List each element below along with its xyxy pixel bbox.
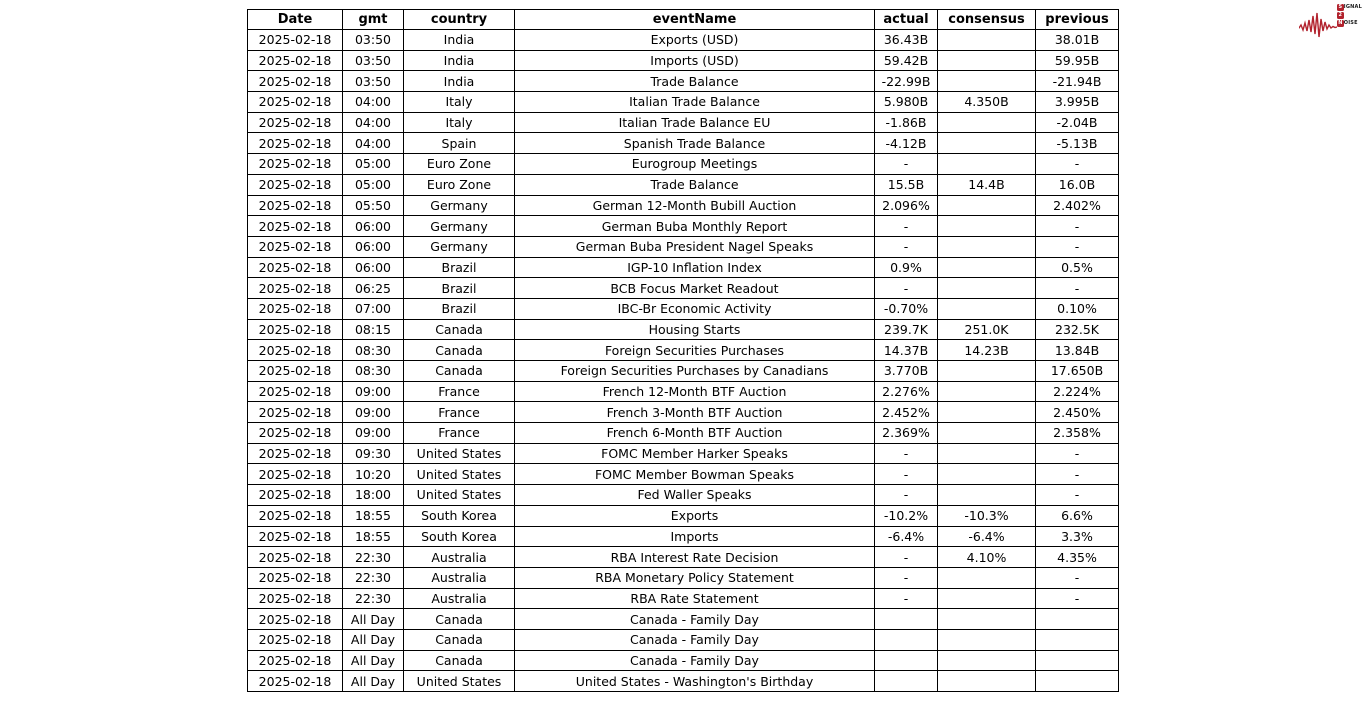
cell-eventname: Fed Waller Speaks (515, 485, 875, 506)
cell-actual: -10.2% (875, 505, 938, 526)
cell-date: 2025-02-18 (248, 402, 343, 423)
cell-gmt: 06:00 (343, 257, 404, 278)
table-row (248, 567, 1119, 588)
cell-consensus (938, 402, 1036, 423)
cell-eventname: French 3-Month BTF Auction (515, 402, 875, 423)
cell-date: 2025-02-18 (248, 505, 343, 526)
cell-eventname: Italian Trade Balance EU (515, 112, 875, 133)
cell-eventname: FOMC Member Bowman Speaks (515, 464, 875, 485)
cell-previous: - (1036, 216, 1119, 237)
cell-actual (875, 671, 938, 692)
cell-consensus: 4.350B (938, 92, 1036, 113)
cell-country: Germany (404, 195, 515, 216)
cell-country: Euro Zone (404, 174, 515, 195)
cell-country: Germany (404, 216, 515, 237)
table-row (248, 588, 1119, 609)
cell-gmt: All Day (343, 671, 404, 692)
cell-gmt: 09:30 (343, 443, 404, 464)
table-row (248, 257, 1119, 278)
cell-country: Canada (404, 361, 515, 382)
cell-actual (875, 629, 938, 650)
cell-consensus (938, 195, 1036, 216)
cell-actual: - (875, 464, 938, 485)
cell-consensus (938, 609, 1036, 630)
cell-date: 2025-02-18 (248, 154, 343, 175)
cell-country: France (404, 423, 515, 444)
cell-gmt: 04:00 (343, 112, 404, 133)
cell-actual: 59.42B (875, 50, 938, 71)
logo-letter-n: N (1338, 20, 1343, 26)
cell-eventname: FOMC Member Harker Speaks (515, 443, 875, 464)
cell-eventname: Foreign Securities Purchases by Canadians (515, 361, 875, 382)
cell-date: 2025-02-18 (248, 650, 343, 671)
cell-previous: 2.224% (1036, 381, 1119, 402)
cell-actual: 15.5B (875, 174, 938, 195)
cell-eventname: Canada - Family Day (515, 629, 875, 650)
cell-country: Australia (404, 567, 515, 588)
cell-consensus (938, 50, 1036, 71)
cell-country: Canada (404, 650, 515, 671)
cell-consensus: 14.23B (938, 340, 1036, 361)
cell-actual (875, 650, 938, 671)
table-row (248, 505, 1119, 526)
cell-actual: - (875, 567, 938, 588)
cell-country: South Korea (404, 505, 515, 526)
cell-previous: 0.5% (1036, 257, 1119, 278)
table-row (248, 298, 1119, 319)
cell-eventname: German Buba President Nagel Speaks (515, 236, 875, 257)
cell-actual: 2.369% (875, 423, 938, 444)
cell-date: 2025-02-18 (248, 526, 343, 547)
table-row (248, 340, 1119, 361)
cell-country: Brazil (404, 298, 515, 319)
cell-previous: 2.358% (1036, 423, 1119, 444)
signal-waveform-icon (1299, 10, 1337, 38)
cell-previous: - (1036, 588, 1119, 609)
cell-actual: 2.452% (875, 402, 938, 423)
cell-actual: -6.4% (875, 526, 938, 547)
column-header-gmt: gmt (343, 10, 404, 30)
table-row (248, 195, 1119, 216)
table-row (248, 609, 1119, 630)
cell-date: 2025-02-18 (248, 236, 343, 257)
logo-line-2 (1337, 12, 1344, 19)
cell-eventname: Canada - Family Day (515, 650, 875, 671)
cell-consensus (938, 154, 1036, 175)
cell-eventname: Italian Trade Balance (515, 92, 875, 113)
cell-country: Canada (404, 609, 515, 630)
cell-consensus (938, 650, 1036, 671)
column-header-previous: previous (1036, 10, 1119, 30)
table-row (248, 92, 1119, 113)
cell-eventname: BCB Focus Market Readout (515, 278, 875, 299)
cell-gmt: 07:00 (343, 298, 404, 319)
column-header-consensus: consensus (938, 10, 1036, 30)
cell-previous (1036, 629, 1119, 650)
cell-consensus: 4.10% (938, 547, 1036, 568)
cell-country: United States (404, 443, 515, 464)
cell-actual: - (875, 236, 938, 257)
column-header-country: country (404, 10, 515, 30)
cell-eventname: United States - Washington's Birthday (515, 671, 875, 692)
cell-eventname: Housing Starts (515, 319, 875, 340)
table-row (248, 216, 1119, 237)
cell-country: India (404, 50, 515, 71)
cell-gmt: 09:00 (343, 423, 404, 444)
cell-date: 2025-02-18 (248, 340, 343, 361)
table-row (248, 236, 1119, 257)
cell-eventname: Trade Balance (515, 71, 875, 92)
table-row (248, 671, 1119, 692)
cell-previous: 16.0B (1036, 174, 1119, 195)
cell-previous: 13.84B (1036, 340, 1119, 361)
cell-gmt: 06:00 (343, 216, 404, 237)
cell-eventname: RBA Interest Rate Decision (515, 547, 875, 568)
cell-consensus (938, 278, 1036, 299)
cell-date: 2025-02-18 (248, 547, 343, 568)
cell-consensus: 14.4B (938, 174, 1036, 195)
table-row (248, 423, 1119, 444)
cell-eventname: German 12-Month Bubill Auction (515, 195, 875, 216)
table-row (248, 402, 1119, 423)
cell-actual: 2.096% (875, 195, 938, 216)
cell-country: Brazil (404, 257, 515, 278)
cell-previous: -21.94B (1036, 71, 1119, 92)
cell-gmt: 09:00 (343, 381, 404, 402)
cell-actual: 239.7K (875, 319, 938, 340)
cell-eventname: Canada - Family Day (515, 609, 875, 630)
table-row (248, 50, 1119, 71)
cell-date: 2025-02-18 (248, 361, 343, 382)
cell-consensus (938, 361, 1036, 382)
cell-eventname: Trade Balance (515, 174, 875, 195)
cell-date: 2025-02-18 (248, 485, 343, 506)
cell-gmt: 03:50 (343, 50, 404, 71)
cell-gmt: 05:50 (343, 195, 404, 216)
cell-previous: -2.04B (1036, 112, 1119, 133)
cell-actual: - (875, 216, 938, 237)
cell-previous: -5.13B (1036, 133, 1119, 154)
cell-country: France (404, 402, 515, 423)
cell-actual: 5.980B (875, 92, 938, 113)
cell-date: 2025-02-18 (248, 50, 343, 71)
cell-country: United States (404, 671, 515, 692)
column-header-eventname: eventName (515, 10, 875, 30)
cell-actual: 2.276% (875, 381, 938, 402)
cell-eventname: Imports (515, 526, 875, 547)
cell-consensus (938, 381, 1036, 402)
cell-eventname: Spanish Trade Balance (515, 133, 875, 154)
table-row (248, 174, 1119, 195)
cell-previous: 4.35% (1036, 547, 1119, 568)
cell-actual (875, 609, 938, 630)
cell-gmt: 05:00 (343, 154, 404, 175)
cell-gmt: All Day (343, 609, 404, 630)
cell-date: 2025-02-18 (248, 588, 343, 609)
cell-gmt: All Day (343, 650, 404, 671)
cell-gmt: 08:15 (343, 319, 404, 340)
table-row (248, 361, 1119, 382)
cell-previous: 6.6% (1036, 505, 1119, 526)
cell-gmt: 04:00 (343, 92, 404, 113)
table-row (248, 443, 1119, 464)
logo-line-noise (1337, 20, 1358, 27)
table-header-row (248, 10, 1119, 30)
cell-date: 2025-02-18 (248, 30, 343, 51)
cell-gmt: 03:50 (343, 71, 404, 92)
cell-consensus (938, 71, 1036, 92)
cell-eventname: RBA Rate Statement (515, 588, 875, 609)
cell-country: Germany (404, 236, 515, 257)
cell-eventname: Eurogroup Meetings (515, 154, 875, 175)
cell-previous: - (1036, 567, 1119, 588)
cell-previous: - (1036, 154, 1119, 175)
cell-gmt: 05:00 (343, 174, 404, 195)
table-row (248, 319, 1119, 340)
cell-gmt: 22:30 (343, 588, 404, 609)
cell-consensus (938, 485, 1036, 506)
cell-consensus (938, 216, 1036, 237)
cell-previous: 0.10% (1036, 298, 1119, 319)
cell-gmt: 18:55 (343, 505, 404, 526)
cell-consensus (938, 567, 1036, 588)
cell-actual: - (875, 278, 938, 299)
cell-gmt: 06:00 (343, 236, 404, 257)
cell-country: India (404, 71, 515, 92)
cell-date: 2025-02-18 (248, 71, 343, 92)
cell-gmt: 09:00 (343, 402, 404, 423)
cell-consensus (938, 236, 1036, 257)
cell-date: 2025-02-18 (248, 671, 343, 692)
cell-previous: - (1036, 278, 1119, 299)
logo-line-signal (1337, 4, 1362, 11)
cell-country: Australia (404, 588, 515, 609)
cell-actual: 36.43B (875, 30, 938, 51)
cell-previous: 3.995B (1036, 92, 1119, 113)
cell-actual: 14.37B (875, 340, 938, 361)
cell-country: Euro Zone (404, 154, 515, 175)
table-row (248, 547, 1119, 568)
cell-gmt: 08:30 (343, 340, 404, 361)
cell-gmt: 03:50 (343, 30, 404, 51)
cell-date: 2025-02-18 (248, 381, 343, 402)
cell-consensus (938, 133, 1036, 154)
cell-country: Canada (404, 629, 515, 650)
cell-gmt: 18:55 (343, 526, 404, 547)
cell-date: 2025-02-18 (248, 278, 343, 299)
table-row (248, 485, 1119, 506)
cell-consensus (938, 464, 1036, 485)
logo-letter-s: S (1338, 4, 1343, 10)
cell-date: 2025-02-18 (248, 609, 343, 630)
cell-eventname: IGP-10 Inflation Index (515, 257, 875, 278)
cell-actual: - (875, 485, 938, 506)
cell-date: 2025-02-18 (248, 257, 343, 278)
cell-actual: -4.12B (875, 133, 938, 154)
cell-consensus (938, 443, 1036, 464)
cell-previous: 232.5K (1036, 319, 1119, 340)
cell-eventname: French 12-Month BTF Auction (515, 381, 875, 402)
logo-text-ignal: IGNAL (1343, 4, 1362, 10)
cell-consensus (938, 588, 1036, 609)
table-row (248, 629, 1119, 650)
table-row (248, 30, 1119, 51)
cell-consensus: 251.0K (938, 319, 1036, 340)
table-row (248, 278, 1119, 299)
cell-previous: - (1036, 236, 1119, 257)
cell-date: 2025-02-18 (248, 195, 343, 216)
cell-consensus (938, 257, 1036, 278)
column-header-date: Date (248, 10, 343, 30)
cell-date: 2025-02-18 (248, 92, 343, 113)
cell-actual: -22.99B (875, 71, 938, 92)
cell-gmt: 22:30 (343, 547, 404, 568)
cell-date: 2025-02-18 (248, 174, 343, 195)
cell-gmt: 22:30 (343, 567, 404, 588)
table-row (248, 154, 1119, 175)
cell-country: Canada (404, 340, 515, 361)
cell-previous: 2.402% (1036, 195, 1119, 216)
cell-actual: -0.70% (875, 298, 938, 319)
cell-previous (1036, 671, 1119, 692)
cell-eventname: Exports (515, 505, 875, 526)
cell-previous: 2.450% (1036, 402, 1119, 423)
cell-gmt: 04:00 (343, 133, 404, 154)
cell-actual: 3.770B (875, 361, 938, 382)
cell-consensus (938, 298, 1036, 319)
cell-consensus: -10.3% (938, 505, 1036, 526)
cell-actual: 0.9% (875, 257, 938, 278)
cell-country: United States (404, 485, 515, 506)
cell-actual: - (875, 443, 938, 464)
cell-eventname: RBA Monetary Policy Statement (515, 567, 875, 588)
cell-country: United States (404, 464, 515, 485)
cell-previous: 59.95B (1036, 50, 1119, 71)
cell-country: Italy (404, 92, 515, 113)
table-row (248, 650, 1119, 671)
cell-country: India (404, 30, 515, 51)
logo-text-oise: OISE (1343, 20, 1358, 26)
cell-consensus (938, 112, 1036, 133)
cell-gmt: 10:20 (343, 464, 404, 485)
cell-previous: - (1036, 464, 1119, 485)
cell-country: Italy (404, 112, 515, 133)
cell-consensus (938, 30, 1036, 51)
cell-eventname: Exports (USD) (515, 30, 875, 51)
economic-calendar-table (247, 9, 1119, 692)
cell-previous: - (1036, 485, 1119, 506)
table-row (248, 133, 1119, 154)
cell-date: 2025-02-18 (248, 298, 343, 319)
cell-actual: -1.86B (875, 112, 938, 133)
cell-date: 2025-02-18 (248, 133, 343, 154)
cell-previous: 3.3% (1036, 526, 1119, 547)
cell-country: South Korea (404, 526, 515, 547)
cell-country: Canada (404, 319, 515, 340)
cell-gmt: 06:25 (343, 278, 404, 299)
cell-actual: - (875, 588, 938, 609)
column-header-actual: actual (875, 10, 938, 30)
cell-country: Spain (404, 133, 515, 154)
cell-consensus: -6.4% (938, 526, 1036, 547)
table-row (248, 464, 1119, 485)
signal2noise-logo (1299, 3, 1362, 41)
cell-date: 2025-02-18 (248, 112, 343, 133)
cell-date: 2025-02-18 (248, 216, 343, 237)
cell-date: 2025-02-18 (248, 423, 343, 444)
cell-gmt: 08:30 (343, 361, 404, 382)
logo-digit-2: 2 (1338, 12, 1343, 18)
cell-previous: 38.01B (1036, 30, 1119, 51)
cell-date: 2025-02-18 (248, 319, 343, 340)
cell-date: 2025-02-18 (248, 443, 343, 464)
cell-country: Australia (404, 547, 515, 568)
cell-date: 2025-02-18 (248, 567, 343, 588)
cell-previous: - (1036, 443, 1119, 464)
table-row (248, 112, 1119, 133)
table-row (248, 526, 1119, 547)
cell-gmt: All Day (343, 629, 404, 650)
cell-eventname: IBC-Br Economic Activity (515, 298, 875, 319)
cell-previous (1036, 650, 1119, 671)
cell-gmt: 18:00 (343, 485, 404, 506)
cell-eventname: Foreign Securities Purchases (515, 340, 875, 361)
cell-actual: - (875, 547, 938, 568)
cell-previous: 17.650B (1036, 361, 1119, 382)
cell-eventname: German Buba Monthly Report (515, 216, 875, 237)
cell-actual: - (875, 154, 938, 175)
table-row (248, 381, 1119, 402)
cell-consensus (938, 423, 1036, 444)
table-row (248, 71, 1119, 92)
cell-eventname: Imports (USD) (515, 50, 875, 71)
cell-previous (1036, 609, 1119, 630)
cell-consensus (938, 629, 1036, 650)
cell-eventname: French 6-Month BTF Auction (515, 423, 875, 444)
logo-wordmark (1337, 4, 1362, 27)
cell-country: Brazil (404, 278, 515, 299)
cell-date: 2025-02-18 (248, 464, 343, 485)
cell-date: 2025-02-18 (248, 629, 343, 650)
cell-consensus (938, 671, 1036, 692)
cell-country: France (404, 381, 515, 402)
